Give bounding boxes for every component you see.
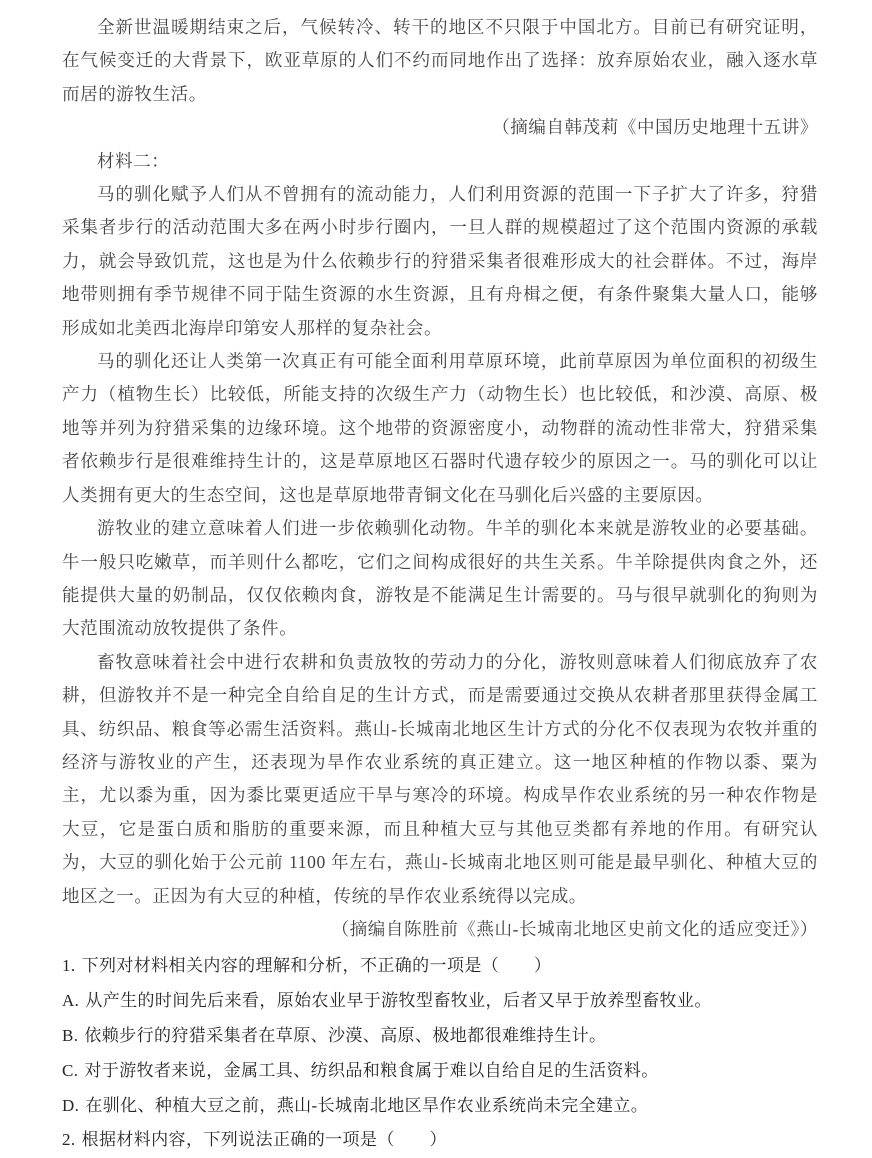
question-2-number: 2. xyxy=(62,1130,76,1150)
question-1-stem xyxy=(62,949,818,984)
question-2-stem xyxy=(62,1123,818,1158)
material-two-section xyxy=(62,145,818,947)
material-two-citation: （摘编自陈胜前《燕山-长城南北地区史前文化的适应变迁》） xyxy=(331,918,818,939)
question-2-stem-text: 根据材料内容，下列说法正确的一项是（ ） xyxy=(81,1130,447,1150)
question-1-number: 1. xyxy=(62,956,76,976)
option-d-text: 在驯化、种植大豆之前，燕山-长城南北地区旱作农业系统尚未完全建立。 xyxy=(85,1095,649,1115)
option-c-label: C. xyxy=(62,1060,79,1080)
questions-section xyxy=(62,949,818,1158)
question-2 xyxy=(62,1123,818,1158)
option-a-label: A. xyxy=(62,991,80,1011)
material-two-label: 材料二： xyxy=(97,150,170,171)
question-1-option-a xyxy=(62,984,818,1019)
material-two-paragraph-4: 畜牧意味着社会中进行农耕和负责放牧的劳动力的分化，游牧则意味着人们彻底放弃了农耕，但游牧并不是一种完全自给自足的生计方式，而是需要通过交换从农耕者那里获得金属工具、纺织品、粮食等必需生活资料。燕山-长城南北地区生计方式的分化不仅表现为农牧并重的经济与游牧业的产生，还表现为旱作农业系统的真正建立。这一地区种植的作物以黍、粟为主，尤以黍为重，因为黍比粟更适应干旱与寒冷的环境。构成旱作农业系统的另一种农作物是大豆，它是蛋白质和脂肪的重要来源，而且种植大豆与其他豆类都有养地的作用。有研究认为，大豆的驯化始于公元前 1100 年左右，燕山-长城南北地区则可能是最早驯化、种植大豆的地区之一。正因为有大豆的种植，传统的旱作农业系统得以完成。 xyxy=(62,651,818,906)
option-d-label: D. xyxy=(62,1095,80,1115)
material-one-closing-paragraph: 全新世温暖期结束之后，气候转冷、转干的地区不只限于中国北方。目前已有研究证明，在气候变迁的大背景下，欧亚草原的人们不约而同地作出了选择：放弃原始农业，融入逐水草而居的游牧生活。 xyxy=(62,17,818,104)
question-1-option-b xyxy=(62,1019,818,1054)
option-a-text: 从产生的时间先后来看，原始农业早于游牧型畜牧业，后者又早于放养型畜牧业。 xyxy=(85,991,712,1011)
question-1-stem-text: 下列对材料相关内容的理解和分析，不正确的一项是（ ） xyxy=(81,956,552,976)
material-two-paragraph-1: 马的驯化赋予人们从不曾拥有的流动能力，人们利用资源的范围一下子扩大了许多，狩猎采集者步行的活动范围大多在两小时步行圈内，一旦人群的规模超过了这个范围内资源的承载力，就会导致饥荒，这也是为什么依赖步行的狩猎采集者很难形成大的社会群体。不过，海岸地带则拥有季节规律不同于陆生资源的水生资源，且有舟楫之便，有条件聚集大量人口，能够形成如北美西北海岸印第安人那样的复杂社会。 xyxy=(62,184,818,338)
option-b-label: B. xyxy=(62,1025,79,1045)
question-1-option-d xyxy=(62,1089,818,1124)
question-1-option-c xyxy=(62,1054,818,1089)
option-b-text: 依赖步行的狩猎采集者在草原、沙漠、高原、极地都很难维持生计。 xyxy=(84,1025,607,1045)
material-two-paragraph-3: 游牧业的建立意味着人们进一步依赖驯化动物。牛羊的驯化本来就是游牧业的必要基础。牛一般只吃嫩草，而羊则什么都吃，它们之间构成很好的共生关系。牛羊除提供肉食之外，还能提供大量的奶制品，仅仅依赖肉食，游牧是不能满足生计需要的。马与很早就驯化的狗则为大范围流动放牧提供了条件。 xyxy=(62,518,818,639)
option-c-text: 对于游牧者来说，金属工具、纺织品和粮食属于难以自给自足的生活资料。 xyxy=(84,1060,659,1080)
material-one-citation: （摘编自韩茂莉《中国历史地理十五讲》 xyxy=(492,117,818,138)
material-one-section xyxy=(62,11,818,145)
material-two-paragraph-2: 马的驯化还让人类第一次真正有可能全面利用草原环境，此前草原因为单位面积的初级生产力（植物生长）比较低，所能支持的次级生产力（动物生长）也比较低，和沙漠、高原、极地等并列为狩猎采集的边缘环境。这个地带的资源密度小，动物群的流动性非常大，狩猎采集者依赖步行是很难维持生计的，这是草原地区石器时代遗存较少的原因之一。马的驯化可以让人类拥有更大的生态空间，这也是草原地带青铜文化在马驯化后兴盛的主要原因。 xyxy=(62,351,818,505)
question-1 xyxy=(62,949,818,1123)
